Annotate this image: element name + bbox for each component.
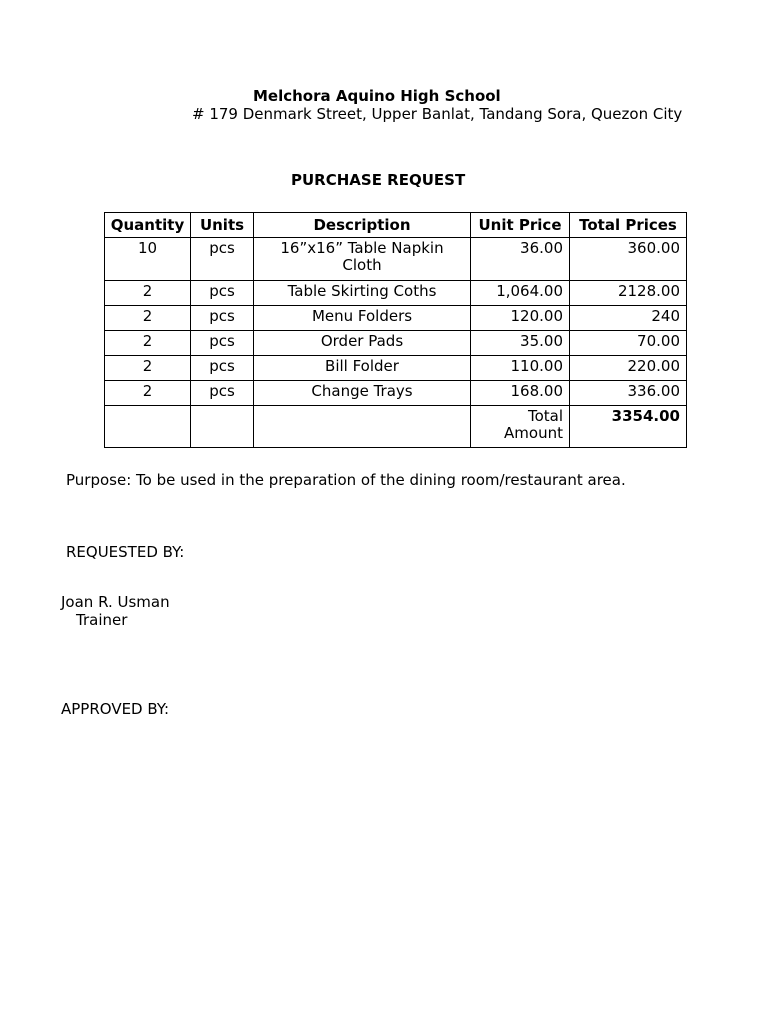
cell-unit-price: 120.00	[471, 306, 570, 331]
cell-units: pcs	[191, 381, 254, 406]
total-amount-value: 3354.00	[570, 406, 687, 448]
school-address: # 179 Denmark Street, Upper Banlat, Tandang Sora, Quezon City	[192, 105, 683, 123]
requester-name: Joan R. Usman	[61, 593, 170, 611]
cell-total: 220.00	[570, 356, 687, 381]
column-header-units: Units	[191, 213, 254, 238]
column-header-unit-price: Unit Price	[471, 213, 570, 238]
cell-units: pcs	[191, 238, 254, 281]
table-row	[105, 331, 687, 356]
cell-units: pcs	[191, 356, 254, 381]
requested-by-label: REQUESTED BY:	[66, 543, 185, 561]
cell-total: 360.00	[570, 238, 687, 281]
cell-description: 16”x16” Table Napkin Cloth	[254, 238, 471, 281]
cell-unit-price: 36.00	[471, 238, 570, 281]
cell-unit-price: 35.00	[471, 331, 570, 356]
table-row	[105, 306, 687, 331]
cell-units: pcs	[191, 306, 254, 331]
cell-quantity: 10	[105, 238, 191, 281]
table-row	[105, 238, 687, 281]
cell-total: 70.00	[570, 331, 687, 356]
cell-description: Change Trays	[254, 381, 471, 406]
cell-quantity: 2	[105, 331, 191, 356]
cell-empty	[254, 406, 471, 448]
table-row	[105, 381, 687, 406]
cell-empty	[191, 406, 254, 448]
table-row	[105, 356, 687, 381]
column-header-quantity: Quantity	[105, 213, 191, 238]
requester-role: Trainer	[76, 611, 128, 629]
approved-by-label: APPROVED BY:	[61, 700, 170, 718]
cell-description: Menu Folders	[254, 306, 471, 331]
table-header-row	[105, 213, 687, 238]
table-row	[105, 281, 687, 306]
cell-quantity: 2	[105, 281, 191, 306]
school-name: Melchora Aquino High School	[253, 87, 501, 105]
cell-units: pcs	[191, 281, 254, 306]
cell-quantity: 2	[105, 356, 191, 381]
cell-description: Bill Folder	[254, 356, 471, 381]
cell-quantity: 2	[105, 381, 191, 406]
cell-units: pcs	[191, 331, 254, 356]
table-total-row	[105, 406, 687, 448]
column-header-description: Description	[254, 213, 471, 238]
purpose-text: Purpose: To be used in the preparation of the dining room/restaurant area.	[66, 471, 626, 489]
cell-unit-price: 168.00	[471, 381, 570, 406]
cell-total: 336.00	[570, 381, 687, 406]
cell-description: Table Skirting Coths	[254, 281, 471, 306]
purchase-request-table	[104, 212, 687, 448]
document-title: PURCHASE REQUEST	[291, 171, 466, 189]
cell-total: 240	[570, 306, 687, 331]
cell-total: 2128.00	[570, 281, 687, 306]
cell-unit-price: 110.00	[471, 356, 570, 381]
column-header-total-prices: Total Prices	[570, 213, 687, 238]
cell-unit-price: 1,064.00	[471, 281, 570, 306]
cell-description: Order Pads	[254, 331, 471, 356]
cell-quantity: 2	[105, 306, 191, 331]
cell-empty	[105, 406, 191, 448]
total-amount-label: Total Amount	[471, 406, 570, 448]
